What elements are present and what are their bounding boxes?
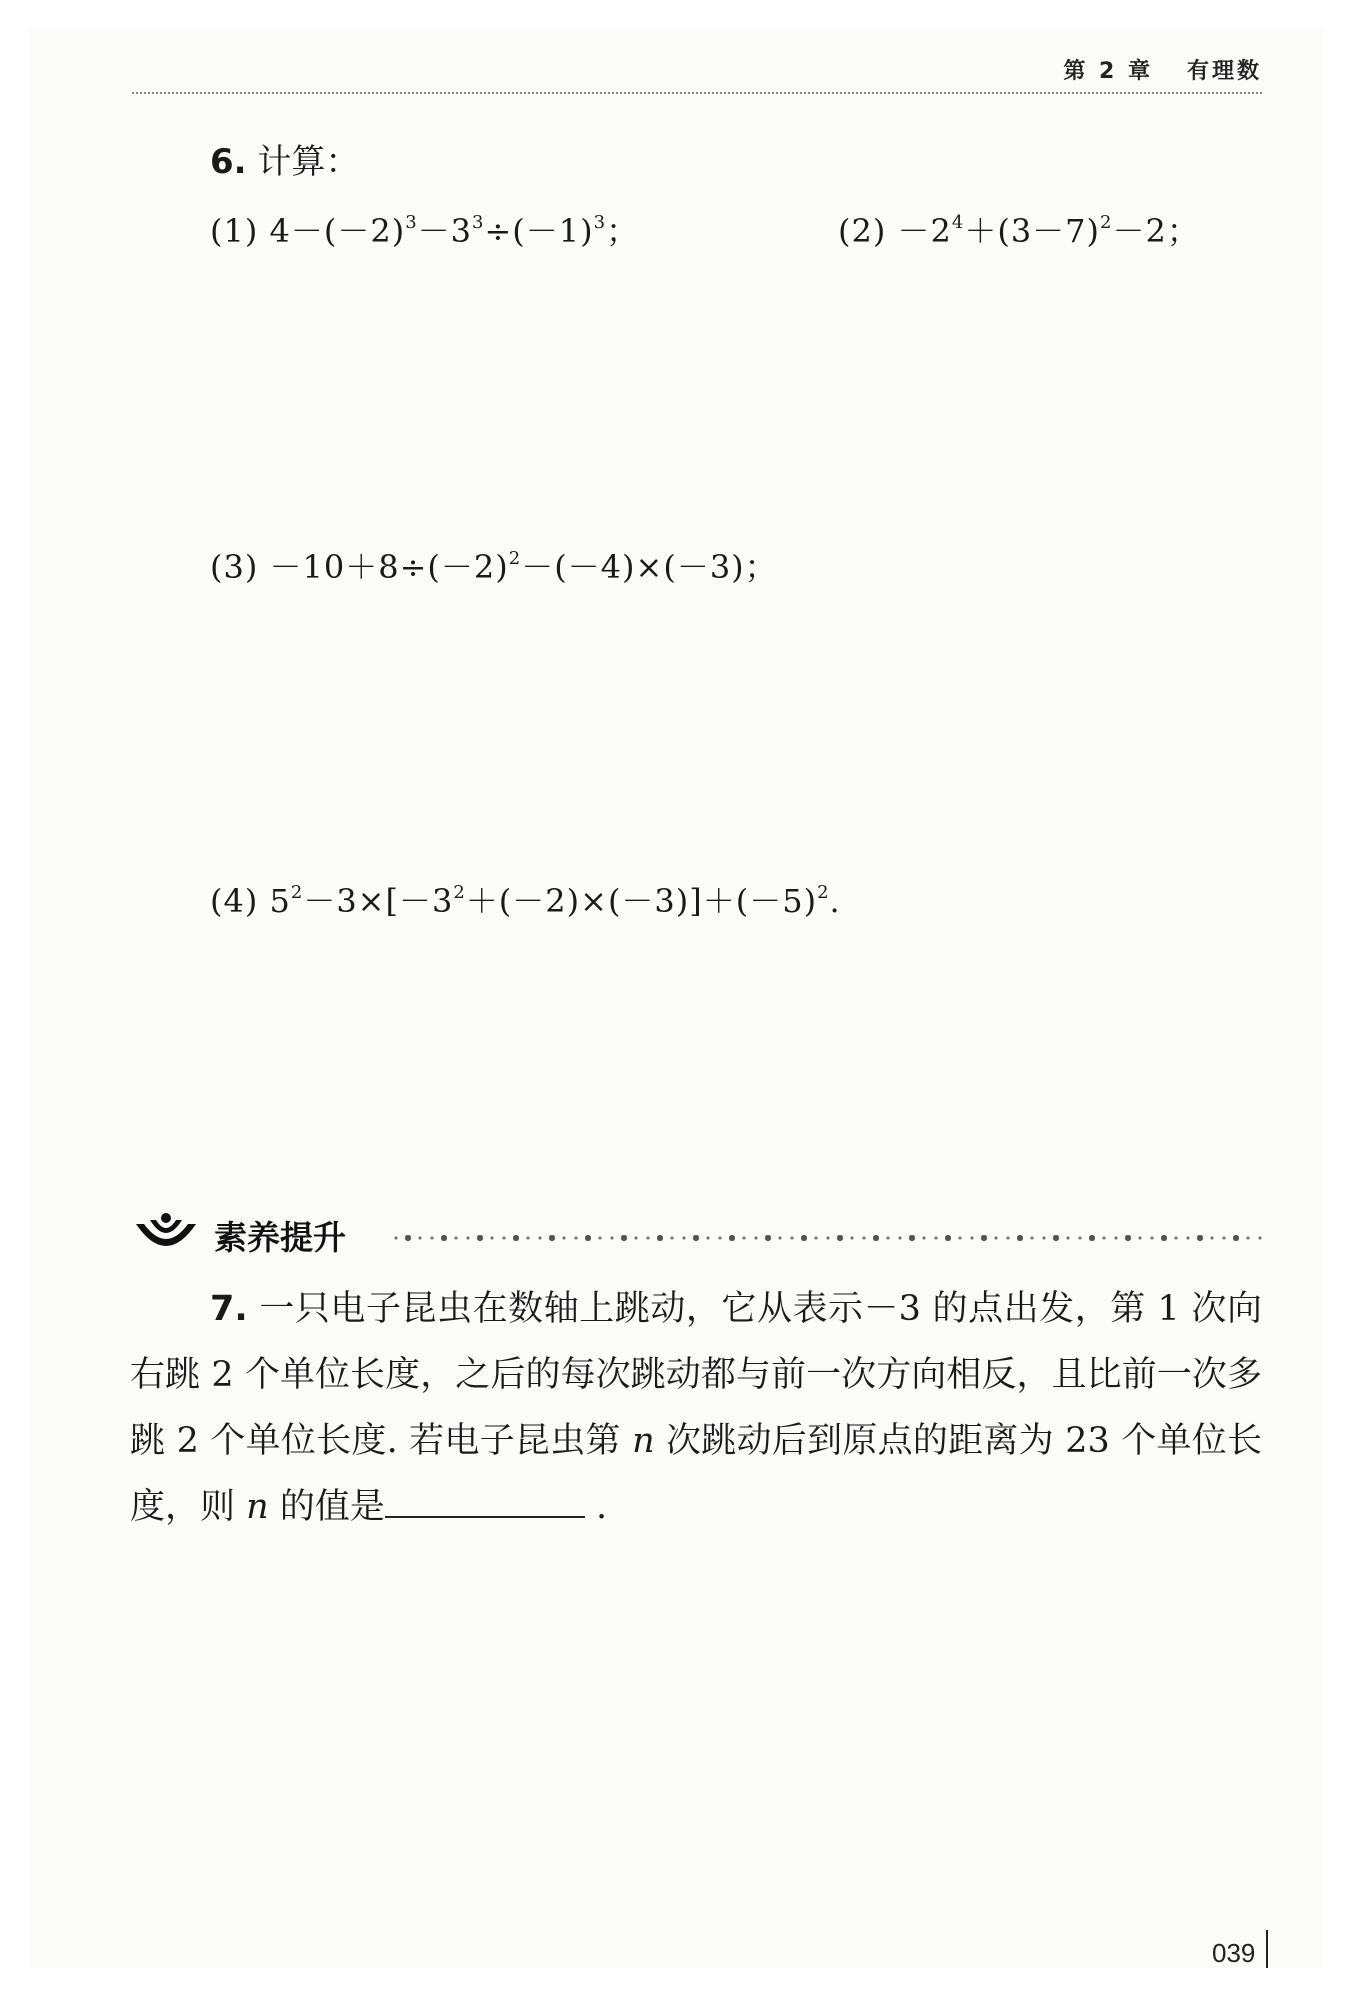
variable-n: n <box>246 1487 269 1527</box>
chapter-label: 第 2 章 <box>1063 59 1153 84</box>
expr-part: 5 <box>269 882 291 920</box>
expr-part: －(－4)×(－3)； <box>521 548 778 586</box>
expr-part: －2； <box>1112 212 1200 250</box>
section-title: 素养提升 <box>214 1218 346 1257</box>
exponent: 3 <box>405 212 418 233</box>
question-6-item-1 <box>210 206 639 252</box>
page-header <box>132 52 1262 94</box>
exponent: 3 <box>593 212 607 233</box>
item-label: (4) <box>210 882 259 920</box>
expr-part: －3×[－3 <box>303 882 454 920</box>
exponent: 2 <box>290 882 304 903</box>
expr-part: ＋(－2)×(－3)]＋(－5) <box>465 882 818 920</box>
expr-part: －2 <box>897 212 952 250</box>
question-7-end: . <box>595 1487 608 1527</box>
question-7 <box>130 1276 1262 1540</box>
question-6-item-2 <box>838 206 1200 252</box>
page-number: 039 <box>1212 1938 1256 1968</box>
question-6-text: 计算： <box>257 142 360 182</box>
expr-part: ； <box>606 212 640 250</box>
expr-part: . <box>829 882 841 920</box>
question-7-text-a: 一只电子昆虫在数轴上跳动，它从表示－3 的点出发，第 1 次向右跳 2 个单位长度，之后的每次跳动都与前一次方向相反，且比前一次多跳 2 个单位长度. 若电子昆虫第 <box>130 1289 1262 1461</box>
question-7-text-b: 次跳动后到原点的距离为 23 个单位长度，则 <box>130 1421 1262 1527</box>
page-background <box>30 28 1322 1968</box>
question-6-item-4 <box>210 876 841 922</box>
item-label: (2) <box>838 212 887 250</box>
question-7-text-c: 的值是 <box>268 1487 385 1527</box>
expr-part: －10＋8÷(－2) <box>269 548 509 586</box>
section-dotted-rule-accent <box>390 1234 1262 1242</box>
question-7-number: 7. <box>210 1289 248 1329</box>
section-header <box>130 1208 1262 1262</box>
chapter-title: 有理数 <box>1186 59 1262 84</box>
exponent: 3 <box>472 212 485 233</box>
question-6-number: 6. <box>210 142 247 182</box>
exponent: 4 <box>951 212 965 233</box>
expr-part: －3 <box>417 212 473 250</box>
page-number-bar <box>1266 1930 1268 1968</box>
variable-n: n <box>632 1421 655 1461</box>
item-label: (1) <box>210 212 259 250</box>
answer-blank[interactable] <box>385 1482 585 1518</box>
item-label: (3) <box>210 548 259 586</box>
expr-part: ＋(3－7) <box>964 212 1101 250</box>
expr-part: ÷(－1) <box>484 212 594 250</box>
expr-part: 4－(－2) <box>269 212 406 250</box>
question-6-item-3 <box>210 542 778 588</box>
chapter-heading <box>1063 54 1262 85</box>
exponent: 2 <box>508 548 522 569</box>
exponent: 2 <box>817 882 830 903</box>
smile-icon <box>130 1210 202 1258</box>
exponent: 2 <box>1100 212 1113 233</box>
question-6-title <box>210 134 359 183</box>
exponent: 2 <box>453 882 466 903</box>
